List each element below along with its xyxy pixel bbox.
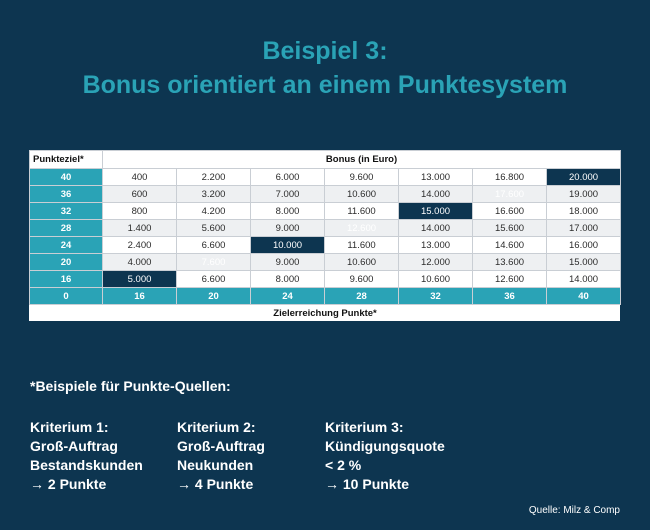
bonus-cell: 11.600 bbox=[325, 237, 399, 254]
bonus-cell: 12.600 bbox=[473, 271, 547, 288]
criterion-name: Kriterium 3: bbox=[325, 419, 404, 435]
table-row bbox=[30, 237, 621, 254]
column-label-cell: 24 bbox=[251, 288, 325, 305]
criterion-points: → 2 Punkte bbox=[30, 476, 107, 492]
bonus-cell: 11.600 bbox=[325, 203, 399, 220]
criterion-line-2: < 2 % bbox=[325, 457, 362, 473]
criterion-line-1: Kündigungsquote bbox=[325, 438, 445, 454]
table-row bbox=[30, 169, 621, 186]
highlighted-bonus-cell: 12.600 bbox=[325, 220, 399, 237]
bonus-cell: 16.600 bbox=[473, 203, 547, 220]
bonus-cell: 4.000 bbox=[103, 254, 177, 271]
bonus-cell: 10.600 bbox=[325, 186, 399, 203]
bonus-cell: 15.600 bbox=[473, 220, 547, 237]
bonus-cell: 9.600 bbox=[325, 271, 399, 288]
bonus-cell: 19.000 bbox=[547, 186, 621, 203]
bonus-cell: 17.000 bbox=[547, 220, 621, 237]
criterion-1 bbox=[30, 418, 143, 494]
bonus-table-container bbox=[29, 150, 620, 321]
table-row bbox=[30, 254, 621, 271]
highlighted-bonus-cell: 15.000 bbox=[399, 203, 473, 220]
bonus-cell: 6.600 bbox=[177, 271, 251, 288]
bonus-cell: 16.800 bbox=[473, 169, 547, 186]
column-label-row bbox=[30, 288, 621, 305]
bonus-cell: 6.000 bbox=[251, 169, 325, 186]
bonus-cell: 9.000 bbox=[251, 254, 325, 271]
criterion-2 bbox=[177, 418, 265, 494]
row-label-cell: 36 bbox=[30, 186, 103, 203]
row-label-cell: 32 bbox=[30, 203, 103, 220]
row-header-label: Punkteziel* bbox=[30, 151, 103, 169]
column-label-cell: 32 bbox=[399, 288, 473, 305]
table-body bbox=[30, 169, 621, 288]
row-label-cell: 40 bbox=[30, 169, 103, 186]
highlighted-bonus-cell: 20.000 bbox=[547, 169, 621, 186]
corner-cell: 0 bbox=[30, 288, 103, 305]
bonus-cell: 7.000 bbox=[251, 186, 325, 203]
table-row bbox=[30, 271, 621, 288]
title-line-2: Bonus orientiert an einem Punktesystem bbox=[82, 71, 568, 99]
bonus-cell: 6.600 bbox=[177, 237, 251, 254]
bonus-cell: 9.000 bbox=[251, 220, 325, 237]
bonus-cell: 15.000 bbox=[547, 254, 621, 271]
title-line-1: Beispiel 3: bbox=[262, 37, 388, 65]
criterion-3 bbox=[325, 418, 445, 494]
column-label-cell: 40 bbox=[547, 288, 621, 305]
table-row bbox=[30, 186, 621, 203]
bonus-table bbox=[29, 150, 621, 321]
row-label-cell: 24 bbox=[30, 237, 103, 254]
bonus-cell: 9.600 bbox=[325, 169, 399, 186]
bonus-cell: 14.000 bbox=[399, 220, 473, 237]
bonus-cell: 13.600 bbox=[473, 254, 547, 271]
highlighted-bonus-cell: 17.600 bbox=[473, 186, 547, 203]
bonus-cell: 10.600 bbox=[325, 254, 399, 271]
bonus-cell: 13.000 bbox=[399, 169, 473, 186]
page-title bbox=[0, 34, 650, 102]
bonus-cell: 2.200 bbox=[177, 169, 251, 186]
criterion-line-2: Bestandskunden bbox=[30, 457, 143, 473]
bonus-cell: 14.000 bbox=[399, 186, 473, 203]
bonus-cell: 16.000 bbox=[547, 237, 621, 254]
bonus-cell: 400 bbox=[103, 169, 177, 186]
criterion-points: → 10 Punkte bbox=[325, 476, 410, 492]
column-label-cell: 28 bbox=[325, 288, 399, 305]
source-caption: Quelle: Milz & Comp bbox=[528, 505, 620, 516]
examples-title: *Beispiele für Punkte-Quellen: bbox=[30, 378, 231, 394]
criterion-name: Kriterium 2: bbox=[177, 419, 256, 435]
column-label-cell: 20 bbox=[177, 288, 251, 305]
bonus-cell: 10.600 bbox=[399, 271, 473, 288]
bonus-cell: 4.200 bbox=[177, 203, 251, 220]
bonus-cell: 14.600 bbox=[473, 237, 547, 254]
bonus-cell: 14.000 bbox=[547, 271, 621, 288]
column-label-cell: 36 bbox=[473, 288, 547, 305]
highlighted-bonus-cell: 7.600 bbox=[177, 254, 251, 271]
bonus-cell: 18.000 bbox=[547, 203, 621, 220]
criterion-line-2: Neukunden bbox=[177, 457, 254, 473]
table-row bbox=[30, 220, 621, 237]
bonus-cell: 600 bbox=[103, 186, 177, 203]
highlighted-bonus-cell: 10.000 bbox=[251, 237, 325, 254]
bonus-cell: 12.000 bbox=[399, 254, 473, 271]
row-label-cell: 28 bbox=[30, 220, 103, 237]
footer-label: Zielerreichung Punkte* bbox=[30, 305, 621, 322]
highlighted-bonus-cell: 5.000 bbox=[103, 271, 177, 288]
row-label-cell: 20 bbox=[30, 254, 103, 271]
bonus-cell: 800 bbox=[103, 203, 177, 220]
column-label-cell: 16 bbox=[103, 288, 177, 305]
row-label-cell: 16 bbox=[30, 271, 103, 288]
bonus-cell: 8.000 bbox=[251, 203, 325, 220]
table-row bbox=[30, 203, 621, 220]
bonus-cell: 5.600 bbox=[177, 220, 251, 237]
bonus-cell: 8.000 bbox=[251, 271, 325, 288]
bonus-cell: 3.200 bbox=[177, 186, 251, 203]
bonus-header-label: Bonus (in Euro) bbox=[103, 151, 621, 169]
bonus-cell: 13.000 bbox=[399, 237, 473, 254]
criterion-line-1: Groß-Auftrag bbox=[30, 438, 118, 454]
criterion-points: → 4 Punkte bbox=[177, 476, 254, 492]
bonus-cell: 1.400 bbox=[103, 220, 177, 237]
criterion-line-1: Groß-Auftrag bbox=[177, 438, 265, 454]
bonus-cell: 2.400 bbox=[103, 237, 177, 254]
criterion-name: Kriterium 1: bbox=[30, 419, 109, 435]
